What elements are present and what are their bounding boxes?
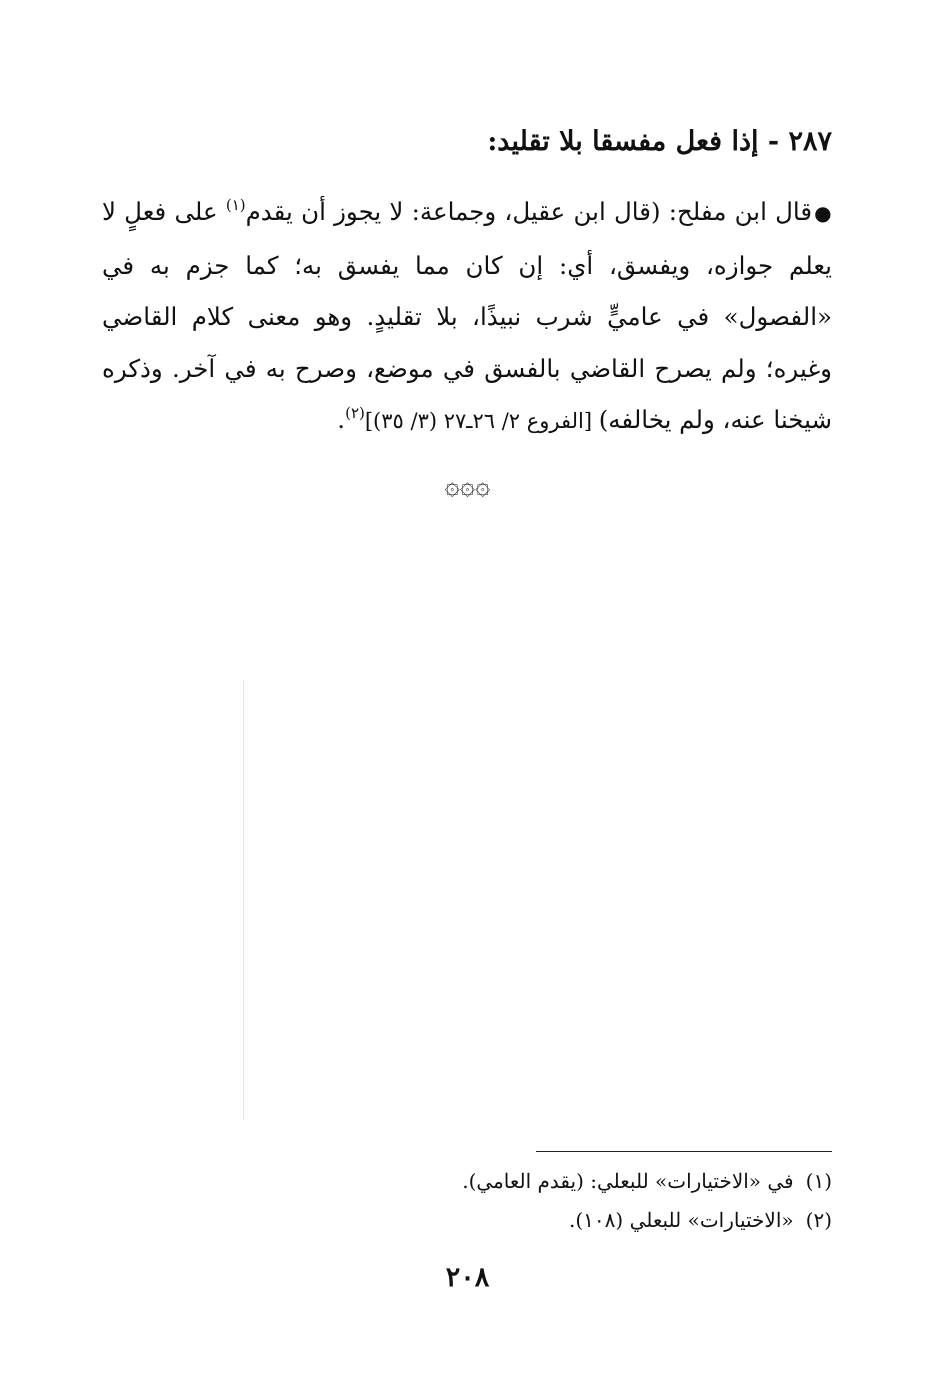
bullet-icon: ● bbox=[814, 201, 832, 225]
footnote-ref-2: (٢) bbox=[345, 404, 365, 422]
page-number: ٢٠٨ bbox=[445, 1262, 490, 1293]
ornament-separator: ۞۞۞ bbox=[444, 471, 491, 501]
footnote-2 bbox=[332, 1201, 832, 1240]
footnote-text: في «الاختيارات» للبعلي: (يقدم العامي). bbox=[462, 1169, 794, 1193]
section-heading: ٢٨٧ - إذا فعل مفسقا بلا تقليد: bbox=[487, 126, 832, 157]
footnote-ref-1: (١) bbox=[225, 196, 246, 214]
source-citation: [الفروع ٢/ ٢٦ـ٢٧ (٣/ ٣٥)] bbox=[364, 409, 599, 433]
page-edge-line bbox=[243, 680, 244, 1120]
footnotes bbox=[332, 1162, 832, 1240]
main-paragraph bbox=[102, 186, 832, 448]
footnote-number: (١) bbox=[805, 1169, 832, 1193]
footnote-divider bbox=[536, 1151, 832, 1152]
footnote-number: (٢) bbox=[805, 1208, 832, 1232]
paragraph-end: . bbox=[337, 405, 346, 434]
footnote-1 bbox=[332, 1162, 832, 1201]
paragraph-text bbox=[102, 186, 832, 448]
paragraph-text-part-2: على فعلٍ لا يعلم جوازه، ويفسق، أي: إن كان مما يفسق به؛ كما جزم به في «الفصول» في عاميٍّ شرب نبيذًا، بلا تقليدٍ. وهو معنى كلام القاضي وغيره؛ ولم يصرح القاضي بالفسق في موضع، وصرح به في آخر. وذكره شيخنا عنه، ولم يخالفه) bbox=[102, 197, 832, 434]
paragraph-text-part-1: قال ابن مفلح: (قال ابن عقيل، وجماعة: لا يجوز أن يقدم bbox=[245, 197, 813, 226]
footnote-text: «الاختيارات» للبعلي (١٠٨). bbox=[569, 1208, 794, 1232]
